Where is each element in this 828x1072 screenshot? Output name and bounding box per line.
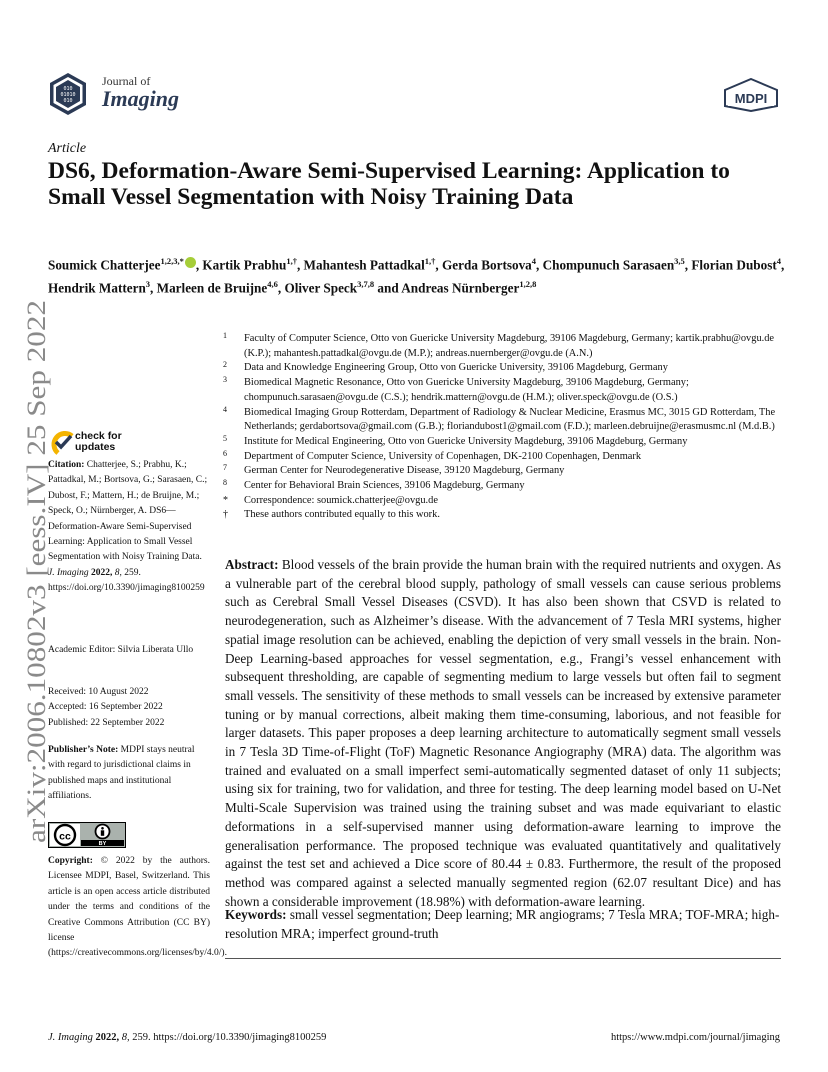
affiliation-marker: 4 [223, 404, 227, 414]
affiliation-marker: 6 [223, 448, 227, 458]
svg-text:010: 010 [63, 98, 73, 104]
journal-name: Imaging [102, 86, 180, 111]
citation-text: Chatterjee, S.; Prabhu, K.; Pattadkal, M.; Bortsova, G.; Sarasaen, C.; Dubost, F.; Mattern, H.; de Bruijne, M.; Speck, O.; Nürnberger, A. DS6—Deformation-Aware Semi-Supervised Learning: Application to Small Vessel Segmentation with Noisy Training Data. [48, 460, 208, 563]
author-affiliation-marks: 1,† [286, 256, 297, 266]
affiliation-text: Data and Knowledge Engineering Group, Otto von Guericke University, 39106 Magdeburg, Germany [244, 362, 668, 374]
keywords-text: small vessel segmentation; Deep learning; MR angiograms; 7 Tesla MRA; TOF-MRA; high-resolution MRA; imperfect ground-truth [225, 907, 780, 941]
author-name: Hendrik Mattern [48, 280, 146, 296]
check-for-updates-label[interactable] [75, 431, 122, 453]
affiliation-item [225, 361, 790, 376]
affiliation-text: Biomedical Imaging Group Rotterdam, Department of Radiology & Nuclear Medicine, Erasmus MC, 3015 GD Rotterdam, The Netherlands; gerdabortsova@gmail.com (G.B.); floriandubost1@gmail.com (F.D.); marleen.debruijne@erasmusmc.nl (M.d.B.) [244, 406, 776, 433]
received-date: Received: 10 August 2022 [48, 687, 149, 697]
author-name: Soumick Chatterjee [48, 257, 161, 273]
paper-title: DS6, Deformation-Aware Semi-Supervised Learning: Application to Small Vessel Segmentation with Noisy Training Data [48, 158, 730, 210]
author-name: Andreas Nürnberger [401, 280, 520, 296]
academic-editor: Academic Editor: Silvia Liberata Ullo [48, 645, 194, 655]
affiliation-item [225, 376, 790, 405]
affiliation-text: Department of Computer Science, University of Copenhagen, DK-2100 Copenhagen, Denmark [244, 450, 642, 462]
abstract [225, 556, 781, 911]
affiliation-text: These authors contributed equally to this work. [244, 509, 440, 521]
keywords-label: Keywords: [225, 907, 287, 922]
affiliation-item [225, 464, 790, 479]
copyright-block [48, 854, 227, 962]
affiliation-item [225, 479, 790, 494]
copyright-text: © 2022 by the authors. Licensee MDPI, Basel, Switzerland. This article is an open access article distributed under the terms and conditions of the Creative Commons Attribution (CC BY) license (https://creativecommons.org/licenses/by/4.0/). [48, 856, 227, 959]
mdpi-logo-icon[interactable] [722, 78, 780, 112]
affiliation-item [225, 450, 790, 465]
footer-citation [48, 1032, 326, 1043]
affiliation-marker: * [223, 494, 228, 506]
citation-volume: 8, [114, 567, 122, 578]
author-name: Gerda Bortsova [442, 257, 532, 273]
published-date: Published: 22 September 2022 [48, 717, 165, 728]
affiliation-text: German Center for Neurodegenerative Disease, 39120 Magdeburg, Germany [244, 465, 565, 477]
affiliation-marker: 3 [223, 375, 227, 385]
author-affiliation-marks: 3,7,8 [357, 278, 375, 289]
footer-doi[interactable]: 259. https://doi.org/10.3390/jimaging8100259 [132, 1032, 327, 1043]
copyright-label: Copyright: [48, 856, 93, 866]
author-list: Soumick Chatterjee$^{1,2,3,*}$ , Kartik Prabhu$^{1,\dagger}$, Mahantesh Pattadkal$^{1,\dagger}$, Gerda Bortsova$^4$, Chompunuch Sarasaen$^{3,5}$, Florian Dubost$^4$, Hendrik Mattern$^3$, Marleen de Bruijne$^{4,6}$, Oliver Speck$^{3,7,8}$ and Andreas Nürnberger$^{1,2,8}$ [48, 256, 785, 296]
dates-block [48, 685, 210, 731]
abstract-label: Abstract: [225, 557, 279, 572]
keywords [225, 906, 781, 943]
accepted-date: Accepted: 16 September 2022 [48, 702, 163, 713]
author-affiliation-marks: 4 [776, 256, 781, 266]
affiliation-marker: † [223, 509, 228, 521]
affiliation-item [225, 332, 790, 361]
author-affiliation-marks: 1,2,3,* [160, 256, 184, 266]
affiliation-item [225, 508, 790, 523]
affiliation-text: Biomedical Magnetic Resonance, Otto von Guericke University Magdeburg, 39106 Magdeburg, Germany; chompunuch.sarasaen@ovgu.de (C.S.); hendrik.mattern@ovgu.de (H.M.); oliver.speck@ovgu.de (O.S.) [244, 377, 689, 403]
affiliation-item [225, 435, 790, 450]
author-name: Oliver Speck [284, 280, 358, 296]
check-for-updates-line1: check for [75, 430, 122, 442]
author-affiliation-marks: 3 [145, 278, 151, 289]
svg-text:01010: 01010 [60, 92, 76, 98]
footer-journal: J. Imaging [48, 1032, 93, 1043]
footer-journal-url[interactable]: https://www.mdpi.com/journal/jimaging [610, 1032, 780, 1043]
affiliation-text: Center for Behavioral Brain Sciences, 39106 Magdeburg, Germany [244, 480, 525, 492]
citation-block [48, 458, 210, 597]
author-affiliation-marks: 1,2,8 [519, 278, 537, 289]
affiliation-marker: 5 [223, 433, 227, 443]
footer-volume: 8, [121, 1032, 130, 1043]
affiliation-marker: 8 [223, 478, 227, 488]
citation-page: 259. [124, 567, 141, 578]
affiliation-text: Correspondence: soumick.chatterjee@ovgu.de [244, 494, 438, 506]
journal-logo-icon [48, 72, 88, 116]
author-name: Florian Dubost [691, 257, 777, 273]
affiliation-text: Institute for Medical Engineering, Otto von Guericke University Magdeburg, 39106 Magdeburg, Germany [244, 435, 688, 447]
publisher-note-label: Publisher’s Note: [48, 745, 119, 755]
svg-text:010: 010 [63, 86, 73, 92]
check-for-updates-line2: updates [75, 441, 116, 453]
section-divider [225, 958, 781, 959]
cc-by-license-icon[interactable] [48, 822, 126, 848]
affiliation-marker: 7 [223, 463, 227, 473]
publisher-note-text: MDPI stays neutral with regard to jurisdictional claims in published maps and institutional affiliations. [48, 745, 195, 802]
arxiv-stamp-text: arXiv:2006.10802v3 [eess.IV] 25 Sep 2022 [21, 380, 51, 843]
journal-of-text: Journal of [102, 74, 151, 88]
publisher-note [48, 743, 210, 805]
affiliation-list [225, 332, 790, 523]
author-name: Mahantesh Pattadkal [303, 257, 425, 273]
check-for-updates-icon [54, 433, 72, 453]
article-type: Article [48, 141, 87, 156]
author-name: Kartik Prabhu [202, 257, 287, 273]
affiliation-item [225, 406, 790, 435]
affiliation-item [225, 494, 790, 509]
footer-year: 2022, [95, 1032, 120, 1043]
citation-year: 2022, [91, 567, 113, 578]
abstract-text: Blood vessels of the brain provide the human brain with the required nutrients and oxygen. As a vulnerable part of the cerebral blood supply, pathology of small vessels can cause serious problems such as Cerebral Small Vessel Diseases (CSVD). It has also been shown that CSVD is related to neurodegeneration, such as Alzheimer’s disease. With the advancement of 7 Tesla MRI systems, higher spatial image resolution can be achieved, enabling the depiction of very small vessels in the brain. Non-Deep Learning-based approaches for vessel segmentation, e.g., Frangi’s vessel enhancement with subsequent thresholding, are capable of segmenting medium to large vessels but often fail to segment small vessels. The sensitivity of these methods to small vessels can be increased by extensive parameter tuning or by manual corrections, albeit making them time-consuming, laborious, and not feasible for larger datasets. This paper proposes a deep learning architecture to automatically segment small vessels in 7 Tesla 3D Time-of-Flight (ToF) Magnetic Resonance Angiography (MRA) data. The algorithm was trained and evaluated on a small imperfect semi-automatically segmented dataset of only 11 subjects; using six for training, two for validation, and three for testing. The deep learning model based on U-Net Multi-Scale Supervision was trained using the training subset and was made equivariant to elastic deformations in a self-supervised manner using deformation-aware learning to improve the generalisation performance. The proposed technique was evaluated quantitatively and qualitatively against the test set and achieved a Dice score of 80.44 ± 0.83. Furthermore, the result of the proposed method was compared against a selected manually segmented region (62.07 resultant Dice) and has shown a considerable improvement (18.98%) with deformation-aware learning. [225, 557, 782, 909]
author-affiliation-marks: 4,6 [267, 278, 278, 289]
orcid-icon[interactable] [185, 257, 196, 268]
affiliation-marker: 1 [223, 331, 227, 340]
affiliation-marker: 2 [223, 360, 227, 370]
author-affiliation-marks: 4 [531, 256, 537, 266]
citation-label: Citation: [48, 460, 85, 470]
author-affiliation-marks: 3,5 [674, 256, 685, 266]
cc-by-text: BY [98, 841, 107, 847]
author-name: Chompunuch Sarasaen [542, 257, 675, 273]
author-affiliation-marks: 1,† [424, 256, 436, 266]
svg-text:cc: cc [59, 830, 71, 843]
citation-doi-link[interactable]: https://doi.org/10.3390/jimaging8100259 [48, 583, 205, 594]
affiliation-text: Faculty of Computer Science, Otto von Guericke University Magdeburg, 39106 Magdeburg, Germany; kartik.prabhu@ovgu.de (K.P.); mahantesh.pattadkal@ovgu.de (M.P.); andreas.nuernberger@ovgu.de (A.N.) [244, 333, 775, 359]
svg-text:MDPI: MDPI [734, 91, 768, 106]
citation-journal: J. Imaging [48, 567, 89, 578]
author-name: Marleen de Bruijne [156, 280, 268, 296]
